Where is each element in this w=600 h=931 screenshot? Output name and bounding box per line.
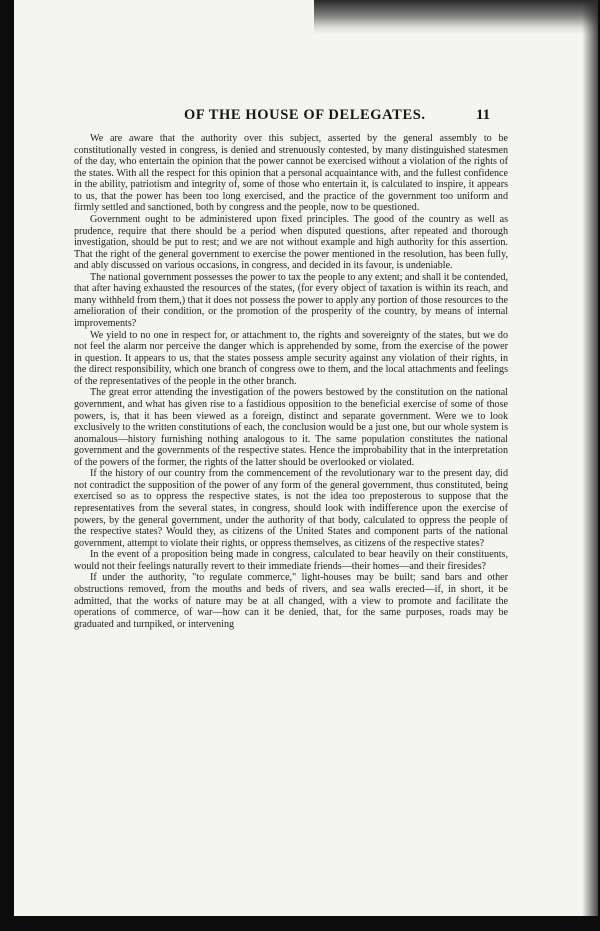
paragraph: We are aware that the authority over this subject, asserted by the general assembly to be constitutionally vested in congress, is denied and strenuously contested, by many distinguished statesmen of the day, who entertain the opinion that the power cannot be exercised without a violation of the rights of the states. With all the respect for this opinion that a personal acquaintance with, and the fullest confidence in the ability, patriotism and integrity of, some of those who entertain it, is calculated to inspire, it appears to us, that the power has been too long exercised, and the practice of the government too uniform and firmly settled and sanctioned, both by congress and the people, now to be questioned.	[74, 133, 508, 214]
paragraph: If the history of our country from the commencement of the revolutionary war to the present day, did not contradict the supposition of the power of any form of the general government, thus constituted, being exercised so as to oppress the respective states, is not the idea too preposterous to suppose that the representatives from the several states, in congress, should look with indifference upon the exercise of powers, by the general government, under the authority of that body, calculated to oppress the people of the respective states? Would they, as citizens of the United States and component parts of the national government, attempt to violate their rights, or oppress themselves, as citizens of the respective states?	[74, 468, 508, 549]
paragraph: In the event of a proposition being made in congress, calculated to bear heavily on their constituents, would not their feelings naturally revert to their immediate friends—their homes—and their firesides?	[74, 549, 508, 572]
body-text	[74, 133, 508, 913]
paragraph: If under the authority, "to regulate commerce," light-houses may be built; sand bars and other obstructions removed, from the mouths and beds of rivers, and sea walls erected—if, in short, it be admitted, that the works of nature may be at all changed, with a view to promote and facilitate the operations of commerce, of war—how can it be denied, that, for the same purposes, roads may be graduated and turnpiked, or intervening	[74, 572, 508, 630]
scan-shadow-right	[582, 0, 598, 916]
paragraph: Government ought to be administered upon fixed principles. The good of the country as well as prudence, require that there should be a period when disputed questions, after repeated and thorough investigation, should be put to rest; and we are not without example and high authority for this assertion. That the right of the general government to exercise the power mentioned in the resolution, has been fully, and ably discussed on various occasions, in congress, and decided in its favour, is undeniable.	[74, 213, 508, 272]
scan-shadow-top	[314, 0, 598, 34]
page-number: 11	[476, 107, 491, 123]
paragraph: The great error attending the investigation of the powers bestowed by the constitution on the national government, and what has given rise to a fastidious opposition to the beneficial exercise of some of those powers, is, that it has been viewed as a foreign, distinct and separate government. Were we to look exclusively to the written constitutions of each, the conclusion would be a just one, but our whole system is anomalous—history furnishing nothing analogous to it. The same population constitutes the national government and the governments of the respective states. Hence the improbability that in the interpretation of the powers of the former, the rights of the latter should be overlooked or violated.	[74, 387, 508, 468]
running-head: OF THE HOUSE OF DELEGATES.	[184, 107, 426, 123]
paragraph: The national government possesses the power to tax the people to any extent; and shall it be contended, that after having exhausted the resources of the states, (for every object of taxation is within its reach, and many withheld from them,) that it does not possess the power to apply any portion of those resources to the amelioration of their condition, or the promotion of the prosperity of the country, by means of internal improvements?	[74, 271, 508, 329]
paragraph: We yield to no one in respect for, or attachment to, the rights and sovereignty of the states, but we do not feel the alarm nor perceive the danger which is apprehended by some, from the exercise of the power in question. It appears to us, that the states possess ample security against any violation of their rights, in the direct responsibility, which one branch of congress owe to them, and the local attachments and feelings of the representatives of the people in the other branch.	[74, 329, 508, 387]
document-page	[14, 0, 598, 916]
scan-border-bottom	[0, 916, 600, 931]
